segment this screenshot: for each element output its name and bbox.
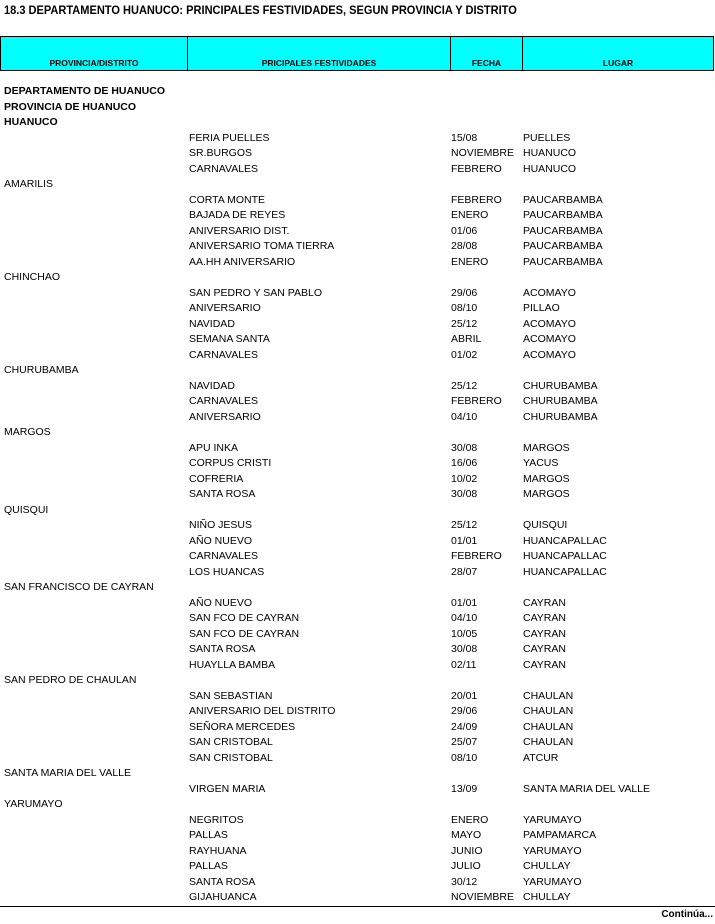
date-cell: 28/08 xyxy=(451,240,478,252)
date-cell: 25/12 xyxy=(451,519,478,531)
table-row xyxy=(0,704,715,720)
group-row xyxy=(0,115,715,131)
date-cell: 01/02 xyxy=(451,348,478,361)
group-row xyxy=(0,673,715,689)
date-cell: 08/10 xyxy=(451,751,478,764)
date-cell: 04/10 xyxy=(451,612,478,624)
table-header xyxy=(0,36,714,71)
place-cell: PAUCARBAMBA xyxy=(523,224,603,237)
festivity-cell: AA.HH ANIVERSARIO xyxy=(189,255,296,268)
table-row xyxy=(0,813,715,829)
date-cell: 25/12 xyxy=(451,317,478,330)
place-cell: YARUMAYO xyxy=(523,844,582,857)
table-row xyxy=(0,596,715,612)
district-cell: SANTA MARIA DEL VALLE xyxy=(4,767,132,779)
group-row xyxy=(0,270,715,286)
place-cell: SANTA MARIA DEL VALLE xyxy=(523,782,651,795)
group-row xyxy=(0,766,715,782)
place-cell: HUANCAPALLAC xyxy=(523,550,607,562)
table-row xyxy=(0,487,715,503)
table-row xyxy=(0,859,715,875)
table-row xyxy=(0,689,715,705)
festivity-cell: AÑO NUEVO xyxy=(189,534,253,547)
place-cell: CHAULAN xyxy=(523,705,574,717)
place-cell: CHURUBAMBA xyxy=(523,410,598,423)
place-cell: MARGOS xyxy=(523,472,570,485)
festivity-cell: ANIVERSARIO DEL DISTRITO xyxy=(189,705,336,717)
district-cell: CHINCHAO xyxy=(4,271,61,283)
table-row xyxy=(0,193,715,209)
group-row xyxy=(0,503,715,519)
place-cell: HUANUCO xyxy=(523,162,577,175)
festivity-cell: SAN CRISTOBAL xyxy=(189,736,273,748)
festivity-cell: NAVIDAD xyxy=(189,379,235,392)
table-row xyxy=(0,534,715,550)
district-cell: MARGOS xyxy=(4,426,51,438)
date-cell: MAYO xyxy=(451,829,482,841)
festivity-cell: NEGRITOS xyxy=(189,813,244,826)
festivity-cell: FERIA PUELLES xyxy=(189,131,270,144)
table-row xyxy=(0,642,715,658)
festivity-cell: CARNAVALES xyxy=(189,348,259,361)
date-cell: FEBRERO xyxy=(451,550,502,562)
date-cell: 10/02 xyxy=(451,472,478,485)
table-row xyxy=(0,208,715,224)
date-cell: 29/06 xyxy=(451,286,478,299)
festivity-cell: AÑO NUEVO xyxy=(189,596,253,609)
place-cell: ACOMAYO xyxy=(523,286,576,299)
date-cell: FEBRERO xyxy=(451,193,502,206)
festivity-cell: RAYHUANA xyxy=(189,844,247,857)
place-cell: PUELLES xyxy=(523,131,571,144)
place-cell: CAYRAN xyxy=(523,596,566,609)
table-row xyxy=(0,875,715,891)
table-row xyxy=(0,565,715,581)
group-row xyxy=(0,177,715,193)
table-row xyxy=(0,332,715,348)
group-row xyxy=(0,425,715,441)
date-cell: NOVIEMBRE xyxy=(451,147,515,159)
group-row xyxy=(0,84,715,100)
district-cell: YARUMAYO xyxy=(4,798,63,810)
festivity-cell: BAJADA DE REYES xyxy=(189,209,286,221)
festivity-cell: LOS HUANCAS xyxy=(189,565,265,578)
place-cell: CHULLAY xyxy=(523,891,571,903)
place-cell: CAYRAN xyxy=(523,643,566,655)
place-cell: QUISQUI xyxy=(523,519,568,531)
table-row xyxy=(0,627,715,643)
date-cell: 15/08 xyxy=(451,131,478,144)
district-cell: QUISQUI xyxy=(4,503,49,516)
festivity-cell: ANIVERSARIO DIST. xyxy=(189,224,290,237)
header-festividades: PRICIPALES FESTIVIDADES xyxy=(188,37,451,71)
date-cell: 01/01 xyxy=(451,596,478,609)
district-cell: DEPARTAMENTO DE HUANUCO xyxy=(4,85,166,97)
date-cell: FEBRERO xyxy=(451,395,502,407)
date-cell: ENERO xyxy=(451,255,489,268)
festivity-cell: SANTA ROSA xyxy=(189,643,256,655)
place-cell: CHAULAN xyxy=(523,720,574,733)
place-cell: YARUMAYO xyxy=(523,813,582,826)
date-cell: 30/08 xyxy=(451,643,478,655)
table-row xyxy=(0,239,715,255)
date-cell: 30/08 xyxy=(451,441,478,454)
header-provincia-distrito: PROVINCIA/DISTRITO xyxy=(1,37,188,71)
table-row xyxy=(0,286,715,302)
date-cell: 29/06 xyxy=(451,705,478,717)
district-cell: AMARILIS xyxy=(4,178,54,190)
festivity-cell: PALLAS xyxy=(189,829,228,841)
place-cell: YARUMAYO xyxy=(523,875,582,888)
table-row xyxy=(0,844,715,860)
place-cell: ACOMAYO xyxy=(523,348,576,361)
festivity-cell: CARNAVALES xyxy=(189,550,259,562)
festivity-cell: COFRERIA xyxy=(189,472,244,485)
date-cell: 01/01 xyxy=(451,534,478,547)
table-row xyxy=(0,720,715,736)
date-cell: ABRIL xyxy=(451,333,482,345)
table-row xyxy=(0,162,715,178)
district-cell: SAN FRANCISCO DE CAYRAN xyxy=(4,581,154,593)
date-cell: 10/05 xyxy=(451,627,478,640)
table-row xyxy=(0,317,715,333)
festivity-cell: CARNAVALES xyxy=(189,162,259,175)
date-cell: 02/11 xyxy=(451,658,477,671)
table-row xyxy=(0,472,715,488)
place-cell: PAUCARBAMBA xyxy=(523,193,603,206)
group-row xyxy=(0,363,715,379)
place-cell: PILLAO xyxy=(523,302,560,314)
date-cell: 25/07 xyxy=(451,736,478,748)
place-cell: ACOMAYO xyxy=(523,333,576,345)
date-cell: ENERO xyxy=(451,813,489,826)
festivity-cell: SAN PEDRO Y SAN PABLO xyxy=(189,286,323,299)
table-row xyxy=(0,518,715,534)
festivity-cell: SEMANA SANTA xyxy=(189,333,270,345)
place-cell: CHURUBAMBA xyxy=(523,395,598,407)
festivity-cell: SANTA ROSA xyxy=(189,488,256,500)
festivity-cell: CORTA MONTE xyxy=(189,193,266,206)
table-row xyxy=(0,131,715,147)
festivity-cell: VIRGEN MARIA xyxy=(189,782,266,795)
group-row xyxy=(0,797,715,813)
group-row xyxy=(0,100,715,116)
place-cell: YACUS xyxy=(523,457,559,469)
date-cell: 01/06 xyxy=(451,224,478,237)
date-cell: 25/12 xyxy=(451,379,478,392)
district-cell: HUANUCO xyxy=(4,116,58,128)
header-lugar: LUGAR xyxy=(523,37,714,71)
place-cell: CAYRAN xyxy=(523,627,566,640)
place-cell: CHAULAN xyxy=(523,736,574,748)
festivity-cell: PALLAS xyxy=(189,860,228,872)
festivity-cell: SAN SEBASTIAN xyxy=(189,689,273,702)
date-cell: 20/01 xyxy=(451,689,478,702)
date-cell: JULIO xyxy=(451,860,481,872)
festivity-cell: APU INKA xyxy=(189,441,239,454)
festivity-cell: ANIVERSARIO xyxy=(189,302,261,314)
table-row xyxy=(0,751,715,767)
place-cell: ATCUR xyxy=(523,751,559,764)
place-cell: MARGOS xyxy=(523,488,570,500)
festivity-cell: SAN FCO DE CAYRAN xyxy=(189,612,300,624)
table-row xyxy=(0,146,715,162)
festivity-cell: ANIVERSARIO TOMA TIERRA xyxy=(189,240,335,252)
table-row xyxy=(0,611,715,627)
date-cell: 28/07 xyxy=(451,565,478,578)
festivity-cell: CORPUS CRISTI xyxy=(189,457,272,469)
table-body xyxy=(0,84,715,906)
table-row xyxy=(0,549,715,565)
table-row xyxy=(0,782,715,798)
table-row xyxy=(0,348,715,364)
date-cell: 13/09 xyxy=(451,782,478,795)
place-cell: MARGOS xyxy=(523,441,570,454)
group-row xyxy=(0,580,715,596)
date-cell: 30/08 xyxy=(451,488,478,500)
festivity-cell: ANIVERSARIO xyxy=(189,410,261,423)
date-cell: FEBRERO xyxy=(451,162,502,175)
festivity-cell: NIÑO JESUS xyxy=(189,519,253,531)
festivity-cell: CARNAVALES xyxy=(189,395,259,407)
table-row xyxy=(0,410,715,426)
date-cell: 30/12 xyxy=(451,875,478,888)
place-cell: PAUCARBAMBA xyxy=(523,255,603,268)
place-cell: PAMPAMARCA xyxy=(523,829,597,841)
place-cell: HUANCAPALLAC xyxy=(523,565,607,578)
place-cell: CHAULAN xyxy=(523,689,574,702)
festivity-cell: SEÑORA MERCEDES xyxy=(189,720,296,733)
page-title: 18.3 DEPARTAMENTO HUANUCO: PRINCIPALES FESTIVIDADES, SEGUN PROVINCIA Y DISTRITO xyxy=(4,3,517,17)
festivity-cell: GIJAHUANCA xyxy=(189,891,257,903)
date-cell: NOVIEMBRE xyxy=(451,891,515,903)
festivity-cell: SR.BURGOS xyxy=(189,147,253,159)
date-cell: 24/09 xyxy=(451,720,478,733)
place-cell: PAUCARBAMBA xyxy=(523,240,603,252)
table-row xyxy=(0,379,715,395)
date-cell: 04/10 xyxy=(451,410,478,423)
place-cell: PAUCARBAMBA xyxy=(523,209,603,221)
date-cell: JUNIO xyxy=(451,844,483,857)
place-cell: CAYRAN xyxy=(523,658,566,671)
place-cell: CAYRAN xyxy=(523,612,566,624)
table-row xyxy=(0,890,715,906)
table-row xyxy=(0,301,715,317)
table-row xyxy=(0,658,715,674)
festivity-cell: HUAYLLA BAMBA xyxy=(189,658,276,671)
festivity-cell: SANTA ROSA xyxy=(189,875,256,888)
festivity-cell: NAVIDAD xyxy=(189,317,235,330)
place-cell: CHULLAY xyxy=(523,860,571,872)
date-cell: ENERO xyxy=(451,209,489,221)
continues-label: Continúa... xyxy=(661,909,713,920)
place-cell: HUANUCO xyxy=(523,147,577,159)
date-cell: 16/06 xyxy=(451,457,478,469)
festivity-cell: SAN FCO DE CAYRAN xyxy=(189,627,300,640)
bottom-divider xyxy=(0,906,715,907)
place-cell: CHURUBAMBA xyxy=(523,379,598,392)
date-cell: 08/10 xyxy=(451,302,478,314)
place-cell: ACOMAYO xyxy=(523,317,576,330)
table-row xyxy=(0,224,715,240)
header-fecha: FECHA xyxy=(451,37,523,71)
table-row xyxy=(0,255,715,271)
table-row xyxy=(0,456,715,472)
table-row xyxy=(0,828,715,844)
district-cell: CHURUBAMBA xyxy=(4,364,79,376)
table-row xyxy=(0,394,715,410)
table-row xyxy=(0,441,715,457)
table-row xyxy=(0,735,715,751)
festivity-cell: SAN CRISTOBAL xyxy=(189,751,273,764)
place-cell: HUANCAPALLAC xyxy=(523,534,607,547)
district-cell: PROVINCIA DE HUANUCO xyxy=(4,100,137,113)
district-cell: SAN PEDRO DE CHAULAN xyxy=(4,674,137,686)
